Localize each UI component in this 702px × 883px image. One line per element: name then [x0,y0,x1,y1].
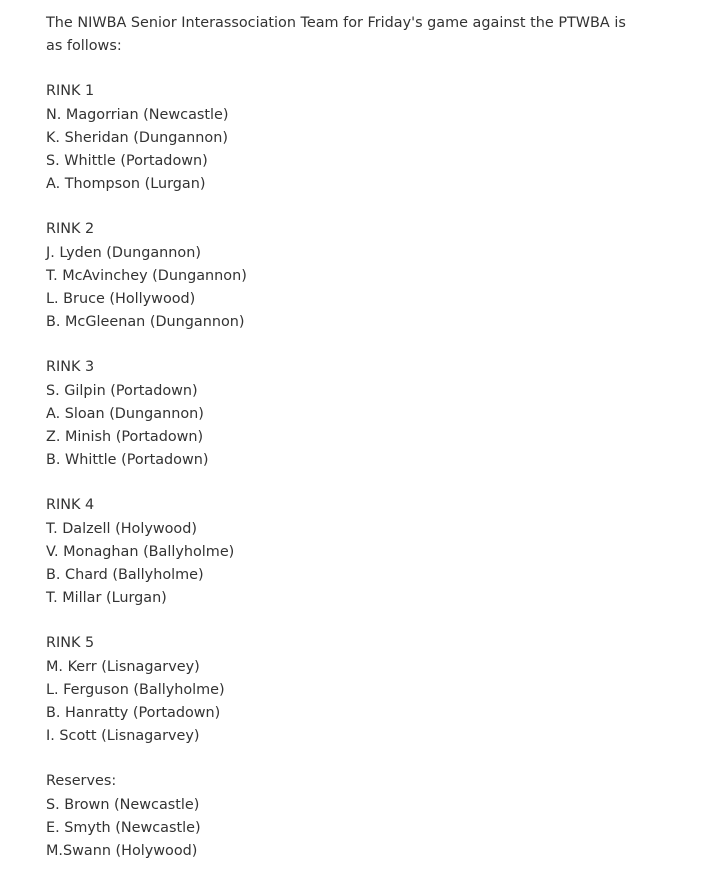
rink-5-player-4: I. Scott (Lisnagarvey) [46,728,200,745]
rink-2-section [46,218,672,334]
reserves-section [46,770,672,863]
rink-1-player-4: A. Thompson (Lurgan) [46,176,206,193]
rink-4-heading: RINK 4 [46,497,95,514]
rink-4-section [46,494,672,610]
rink-3-player-2: A. Sloan (Dungannon) [46,405,204,422]
rink-3-heading: RINK 3 [46,359,95,376]
rink-2-player-4: B. McGleenan (Dungannon) [46,314,245,331]
rink-4-player-2: V. Monaghan (Ballyholme) [46,543,235,560]
rink-1-section [46,80,672,196]
rink-4-player-3: B. Chard (Ballyholme) [46,567,204,584]
rink-2-heading: RINK 2 [46,221,95,238]
rink-3-section [46,356,672,472]
rink-2-player-1: J. Lyden (Dungannon) [46,244,201,261]
rink-5-heading: RINK 5 [46,635,95,652]
rink-2-player-3: L. Bruce (Hollywood) [46,291,196,308]
rink-5-player-2: L. Ferguson (Ballyholme) [46,681,225,698]
reserve-player-3: M.Swann (Holywood) [46,843,198,860]
rink-1-player-3: S. Whittle (Portadown) [46,153,208,170]
rink-3-player-3: Z. Minish (Portadown) [46,429,204,446]
rink-5-player-1: M. Kerr (Lisnagarvey) [46,658,200,675]
rink-1-heading: RINK 1 [46,83,95,100]
rink-5-section [46,632,672,748]
rink-5-player-3: B. Hanratty (Portadown) [46,705,221,722]
rink-3-player-4: B. Whittle (Portadown) [46,452,209,469]
rink-1-player-2: K. Sheridan (Dungannon) [46,129,228,146]
rink-1-player-1: N. Magorrian (Newcastle) [46,106,229,123]
rink-4-player-4: T. Millar (Lurgan) [46,590,167,607]
rink-2-player-2: T. McAvinchey (Dungannon) [46,267,247,284]
reserve-player-1: S. Brown (Newcastle) [46,796,200,813]
intro-paragraph: The NIWBA Senior Interassociation Team for Friday's game against the PTWBA is as follows: [46,15,626,55]
reserve-player-2: E. Smyth (Newcastle) [46,819,201,836]
rink-4-player-1: T. Dalzell (Holywood) [46,520,197,537]
reserves-heading: Reserves: [46,773,117,790]
rink-3-player-1: S. Gilpin (Portadown) [46,382,198,399]
